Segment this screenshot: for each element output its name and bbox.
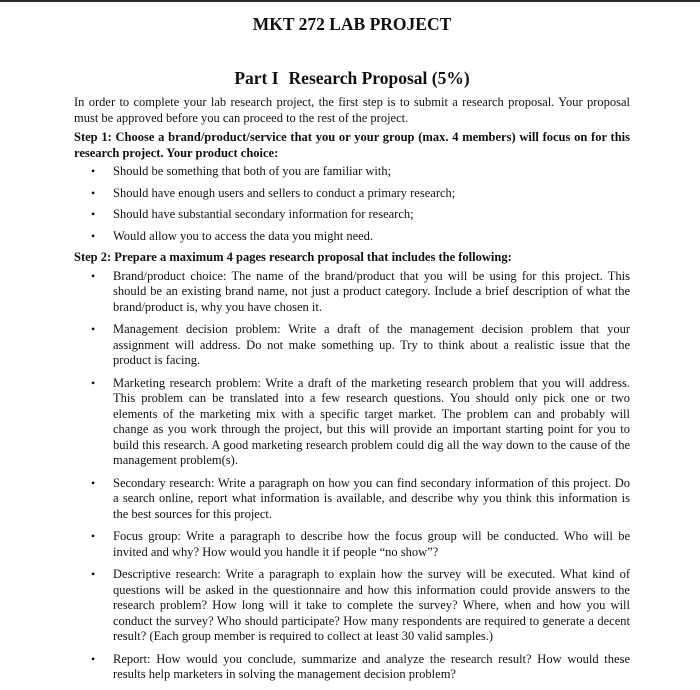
bullet-icon: • [91,268,96,283]
step2-bullet-list [74,269,630,683]
bullet-icon: • [91,207,96,221]
list-item-text: Should be something that both of you are familiar with; [113,164,392,178]
part-label: Part I [234,68,279,88]
bullet-icon: • [91,529,96,543]
bullet-icon: • [91,375,96,390]
part-heading [74,68,630,89]
document-body [74,95,630,690]
list-item-text: Marketing research problem: Write a draft of the marketing research problem that you will address. This problem can be translated into a few research questions. You should only pick one or two elements of the marketing mix with a specific target market. The problem can and probably will change as you work through the project, but this will provide an important starting point for you to build this research. A good marketing research problem could dig all the way down to the cause of the management problem(s). [113,375,630,467]
document-title: MKT 272 LAB PROJECT [252,14,452,34]
bullet-icon: • [91,228,96,243]
list-item-text: Management decision problem: Write a draft of the management decision problem that your assignment will address. Do not make something up. Try to think about a realistic issue that the product is facing. [113,322,630,367]
list-item [74,476,630,523]
list-item-text: Brand/product choice: The name of the brand/product that you will be using for this project. This should be an existing brand name, not just a product category. Include a brief description of what the brand/product is, why you have chosen it. [113,268,630,314]
bullet-icon: • [91,164,96,178]
list-item-text: Secondary research: Write a paragraph on how you can find secondary information of this project. Do a search online, report what information is available, and describe why you think this information is the best sources for this project. [113,475,630,521]
list-item-text: Report: How would you conclude, summarize and analyze the research result? How would these results help marketers in solving the management decision problem? [113,651,630,681]
list-item-text: Would allow you to access the data you might need. [113,228,374,243]
list-item [74,269,630,316]
intro-paragraph: In order to complete your lab research project, the first step is to submit a research proposal. Your proposal must be approved before you can proceed to the rest of the project. [74,95,630,125]
list-item [74,567,630,645]
part-name: Research Proposal (5%) [288,68,470,88]
step2-heading: Step 2: Prepare a maximum 4 pages research proposal that includes the following: [74,250,512,264]
list-item [74,207,630,223]
list-item [74,164,630,180]
list-item-text: Should have enough users and sellers to conduct a primary research; [113,185,456,200]
list-item-text: Focus group: Write a paragraph to describe how the focus group will be conducted. Who will be invited and why? How would you handle it if people “no show”? [113,529,630,559]
bullet-icon: • [91,185,96,200]
top-border-line [0,0,700,2]
list-item [74,229,630,245]
list-item [74,376,630,469]
list-item [74,322,630,369]
list-item-text: Should have substantial secondary information for research; [113,207,414,221]
list-item [74,529,630,560]
step1-bullet-list [74,164,630,244]
bullet-icon: • [91,322,96,336]
bullet-icon: • [91,651,96,666]
bullet-icon: • [91,475,96,490]
step1-heading: Step 1: Choose a brand/product/service that you or your group (max. 4 members) will focus on for this research project. Your product choice: [74,130,630,160]
list-item-text: Descriptive research: Write a paragraph to explain how the survey will be executed. What kind of questions will be asked in the questionnaire and how this information could provide answers to the research problem? How long will it take to complete the survey? Where, when and how you will conduct the survey? Who should participate? How many respondents are required to generate a decent result? (Each group member is required to collect at least 30 valid samples.) [113,567,630,643]
list-item [74,652,630,683]
bullet-icon: • [91,567,96,581]
list-item [74,186,630,202]
